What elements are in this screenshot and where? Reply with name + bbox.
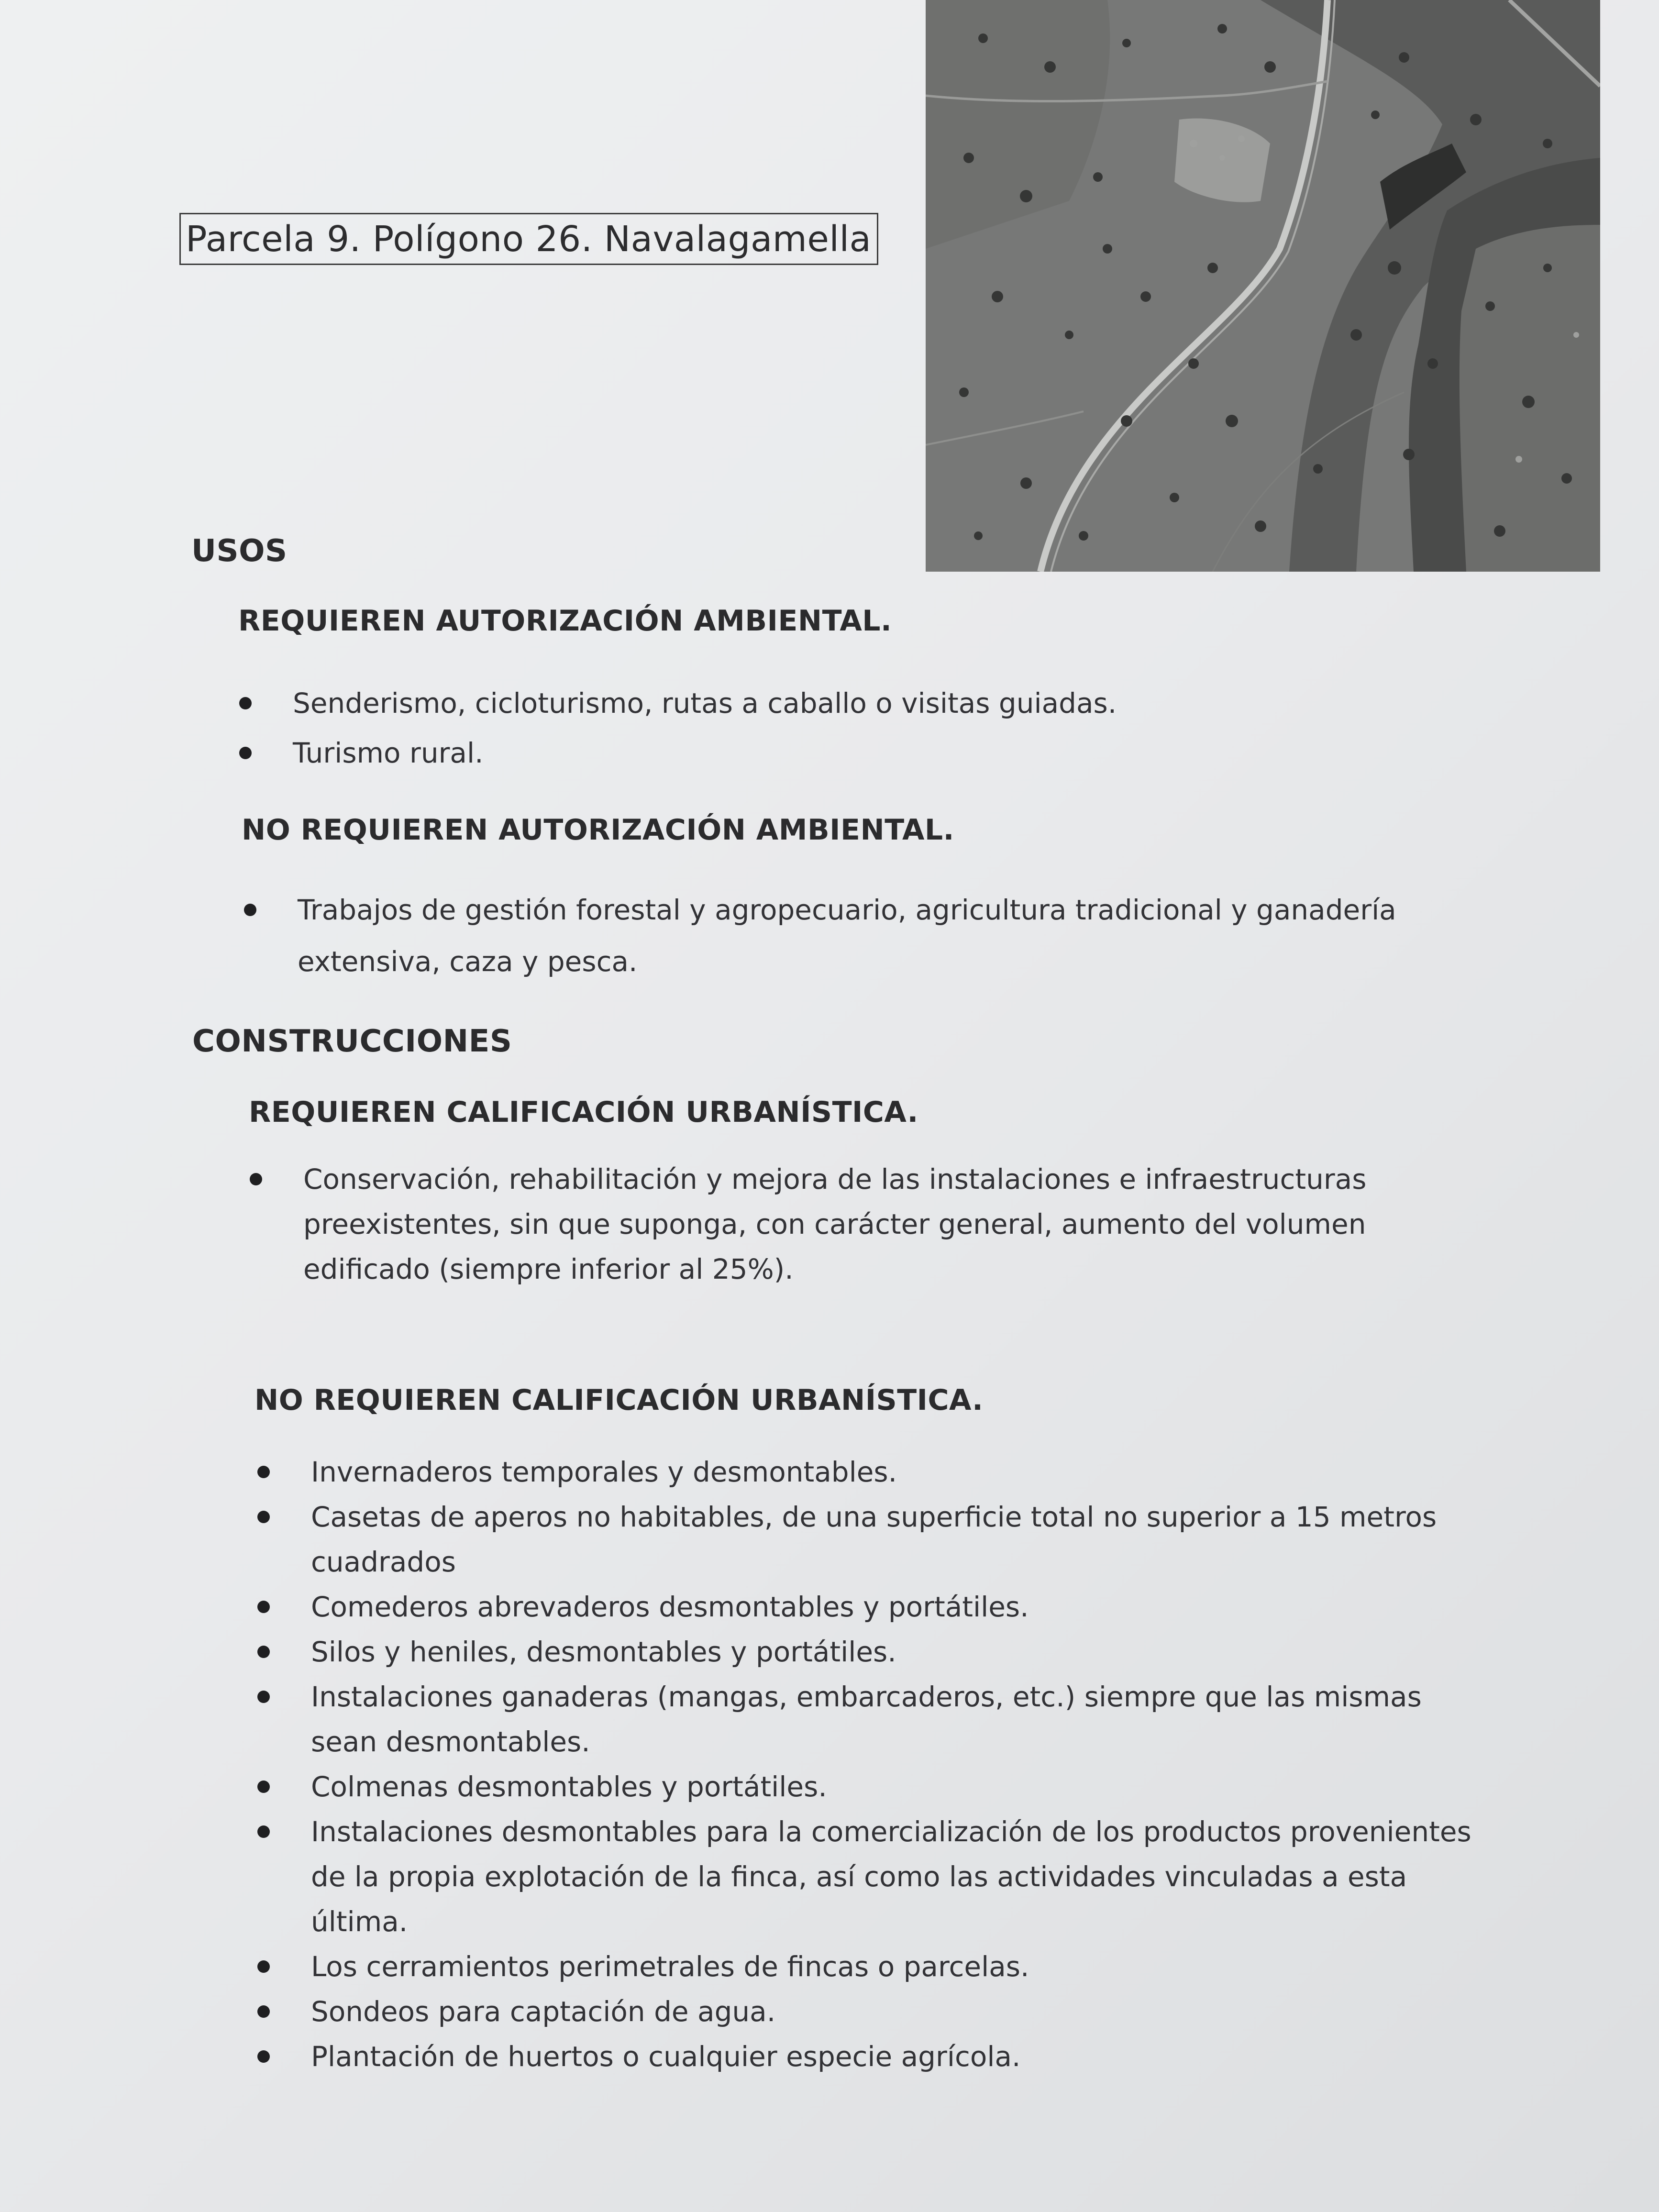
list-item: Los cerramientos perimetrales de fincas o parcelas.	[257, 1944, 1492, 1989]
list-item: Trabajos de gestión forestal y agropecuario, agricultura tradicional y ganadería extensiva, caza y pesca.	[244, 884, 1488, 987]
list-item: Instalaciones desmontables para la comercialización de los productos provenientes de la propia explotación de la finca, así como las actividades vinculadas a esta última.	[257, 1809, 1492, 1944]
requieren-calificacion-heading: REQUIEREN CALIFICACIÓN URBANÍSTICA.	[249, 1095, 918, 1129]
no-requieren-calificacion-list	[257, 1449, 1492, 2079]
list-item: Senderismo, cicloturismo, rutas a caballo o visitas guiadas.	[239, 678, 1483, 728]
bullet-icon	[257, 1691, 270, 1703]
list-item: Conservación, rehabilitación y mejora de las instalaciones e infraestructuras preexistentes, sin que suponga, con carácter general, aumento del volumen edificado (siempre inferior al 25%).	[250, 1157, 1446, 1292]
list-item: Comederos abrevaderos desmontables y portátiles.	[257, 1584, 1492, 1629]
no-requieren-autorizacion-heading: NO REQUIEREN AUTORIZACIÓN AMBIENTAL.	[242, 813, 954, 847]
list-item: Casetas de aperos no habitables, de una superficie total no superior a 15 metros cuadrados	[257, 1494, 1492, 1584]
bullet-icon	[257, 1825, 270, 1838]
bullet-icon	[257, 1511, 270, 1523]
bullet-icon	[257, 1646, 270, 1658]
requieren-autorizacion-heading: REQUIEREN AUTORIZACIÓN AMBIENTAL.	[238, 604, 892, 638]
list-item: Sondeos para captación de agua.	[257, 1989, 1492, 2034]
construcciones-heading: CONSTRUCCIONES	[192, 1024, 512, 1059]
bullet-icon	[244, 904, 256, 916]
bullet-icon	[257, 2005, 270, 2018]
list-item: Turismo rural.	[239, 728, 1483, 778]
list-item: Plantación de huertos o cualquier especie agrícola.	[257, 2034, 1492, 2079]
list-item: Instalaciones ganaderas (mangas, embarcaderos, etc.) siempre que las mismas sean desmontables.	[257, 1674, 1492, 1764]
bullet-icon	[257, 1960, 270, 1973]
list-item: Invernaderos temporales y desmontables.	[257, 1449, 1492, 1494]
requieren-autorizacion-list	[239, 678, 1483, 778]
no-requieren-calificacion-heading: NO REQUIEREN CALIFICACIÓN URBANÍSTICA.	[254, 1383, 984, 1417]
bullet-icon	[239, 747, 252, 759]
list-item: Colmenas desmontables y portátiles.	[257, 1764, 1492, 1809]
page-title: Parcela 9. Polígono 26. Navalagamella	[179, 213, 878, 265]
aerial-photo-graphic	[926, 0, 1600, 572]
bullet-icon	[250, 1173, 262, 1185]
bullet-icon	[257, 1466, 270, 1478]
no-requieren-autorizacion-list	[244, 884, 1488, 987]
requieren-calificacion-list	[250, 1157, 1446, 1292]
aerial-photo	[926, 0, 1600, 572]
bullet-icon	[257, 1601, 270, 1613]
bullet-icon	[257, 2050, 270, 2063]
usos-heading: USOS	[191, 533, 288, 569]
list-item: Silos y heniles, desmontables y portátiles.	[257, 1629, 1492, 1674]
bullet-icon	[257, 1781, 270, 1793]
bullet-icon	[239, 697, 252, 709]
